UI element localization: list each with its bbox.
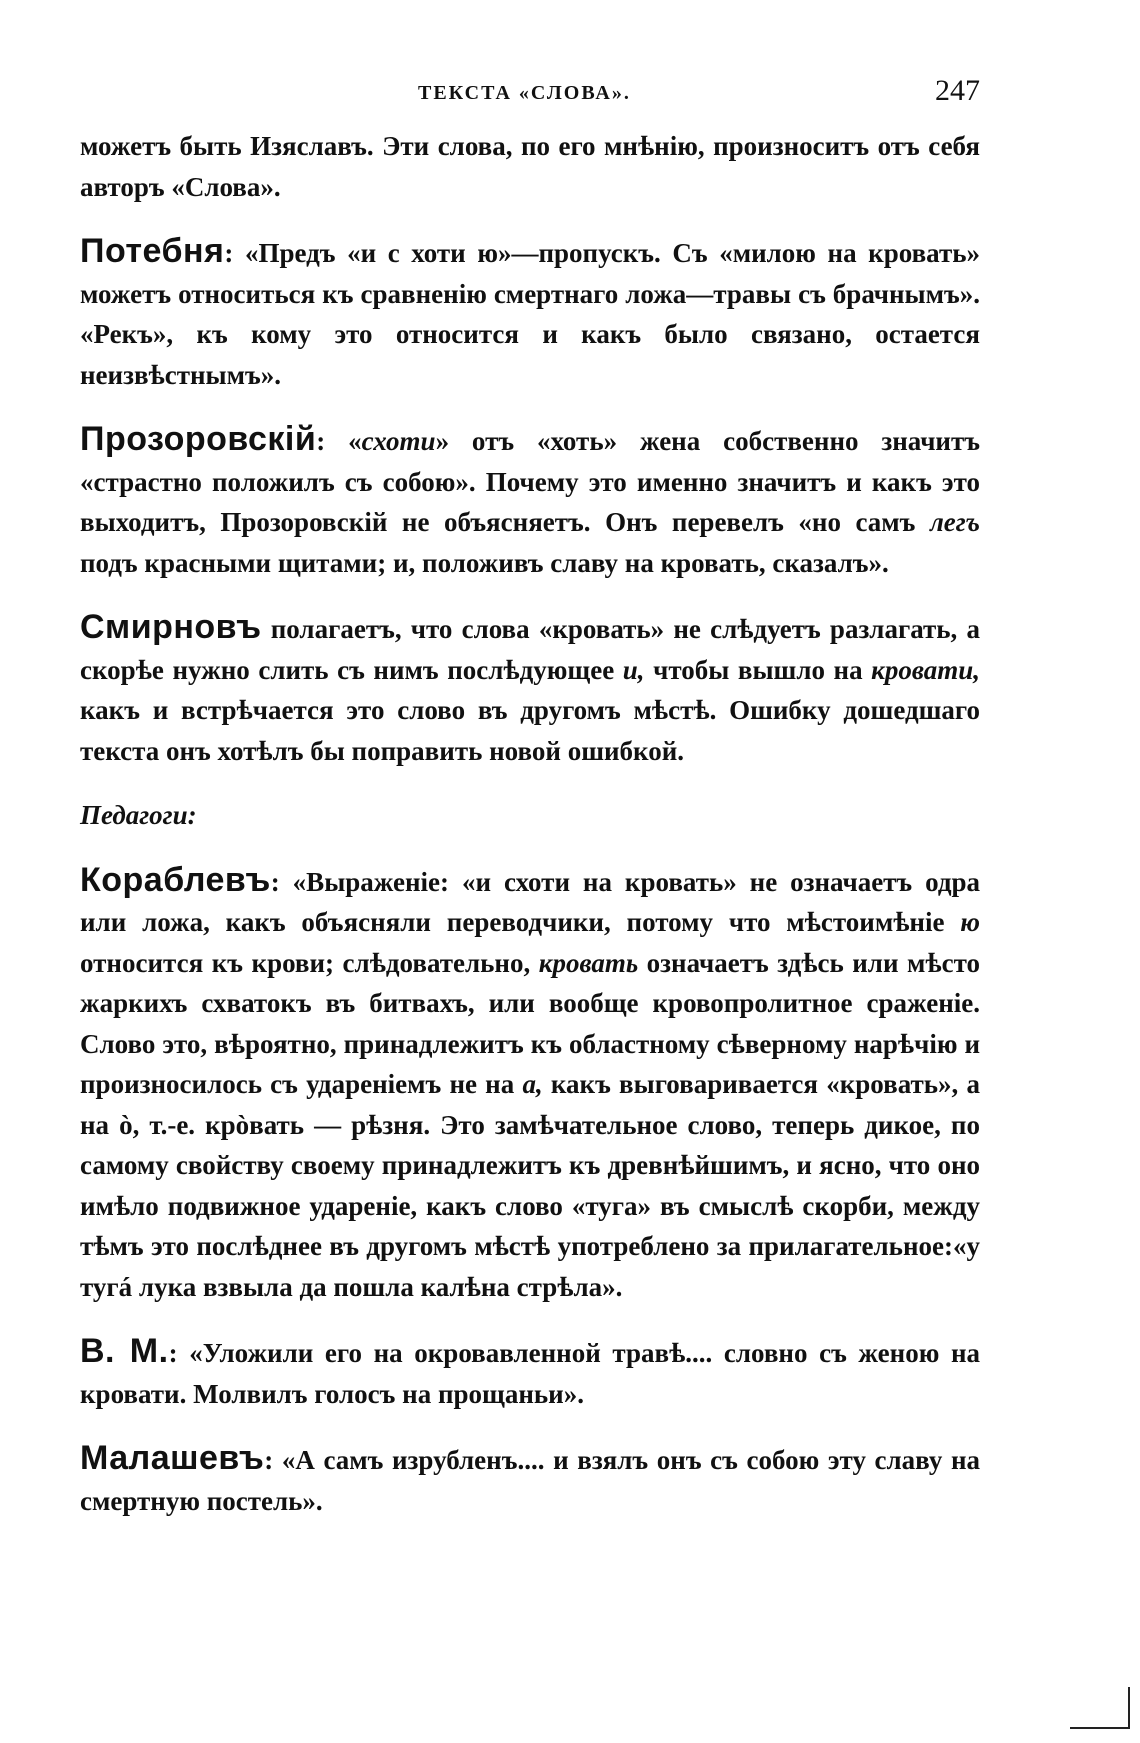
- italic-term: а,: [522, 1069, 543, 1099]
- text-segment: : «Выраженіе: «и схоти на кровать» не означаетъ одра или ложа, какъ объясняли переводчики, потому что мѣстоимѣніе: [80, 866, 980, 937]
- text-segment: относится къ крови; слѣдовательно,: [80, 947, 539, 978]
- paragraph-text: можетъ быть Изяславъ. Эти слова, по его мнѣнію, произноситъ отъ себя авторъ «Слова».: [80, 131, 980, 202]
- paragraph-potebnya: [80, 231, 980, 395]
- paragraph-vm: [80, 1331, 980, 1414]
- section-heading-text: Педагоги:: [80, 800, 197, 830]
- italic-term: и,: [622, 654, 645, 685]
- author-name: В. М.: [80, 1332, 169, 1370]
- text-segment: означаетъ здѣсь или мѣсто жаркихъ схватокъ въ битвахъ, или вообще кровопролитное сраженіе. Слово это, вѣроятно, принадлежитъ къ областному сѣверному нарѣчію и произносилось съ удареніемъ не на: [80, 947, 980, 1099]
- body-text: [80, 126, 980, 1521]
- author-name: Прозоровскій: [80, 420, 317, 458]
- text-segment: подъ красными щитами; и, положивъ славу на кровать, сказалъ».: [80, 547, 889, 578]
- page-header: [80, 72, 980, 112]
- author-name: Потебня: [80, 232, 225, 270]
- author-name: Кораблевъ: [80, 860, 271, 899]
- text-segment: какъ выговаривается «кровать», а на ò, т.-е. крòвать — рѣзня. Это замѣчательное слово, теперь дикое, по самому свойству своему принадлежитъ къ древнѣйшимъ, и ясно, что оно имѣло подвижное удареніе, какъ слово «туга» въ смыслѣ скорби, между тѣмъ это послѣднее въ другомъ мѣстѣ употреблено за прилагательное:«у тугá лука взвыла да пошла калѣна стрѣла».: [80, 1069, 981, 1302]
- section-heading: [80, 795, 980, 836]
- paragraph-text: : «Предъ «и с хоти ю»—пропускъ. Съ «милою на кровать» можетъ относиться къ сравненію смертнаго ложа—травы съ брачнымъ». «Рекъ», къ кому это относится и какъ было связано, остается неизвѣстнымъ».: [80, 238, 980, 390]
- paragraph-korablev: [80, 860, 980, 1308]
- paragraph-text: : «А самъ изрубленъ.... и взялъ онъ съ собою эту славу на смертную постель».: [80, 1445, 980, 1516]
- text-segment: полагаетъ, что слова «кровать» не слѣдуетъ разлагать, а скорѣе нужно слить съ нимъ послѣдующее: [80, 614, 980, 685]
- running-head: ТЕКСТА «СЛОВА».: [418, 82, 631, 104]
- italic-term: ю: [960, 907, 980, 937]
- paragraph-continuation: [80, 126, 980, 207]
- text-segment: : «: [316, 426, 362, 456]
- italic-term: кровать: [538, 947, 639, 978]
- author-name: Малашевъ: [80, 1439, 265, 1477]
- paragraph-malashev: [80, 1438, 980, 1521]
- text-segment: » отъ «хоть» жена собственно значитъ «страстно положилъ съ собою». Почему это именно значитъ и какъ это выходитъ, Прозоровскій не объясняетъ. Онъ перевелъ «но самъ: [80, 426, 980, 537]
- italic-term: схоти: [361, 426, 436, 456]
- italic-term: кровати,: [871, 654, 980, 685]
- text-segment: чтобы вышло на: [644, 654, 872, 685]
- italic-term: легъ: [929, 507, 980, 537]
- paragraph-prozorovsky: [80, 419, 980, 583]
- text-segment: какъ и встрѣчается это слово въ другомъ мѣстѣ. Ошибку дошедшаго текста онъ хотѣлъ бы поправить новой ошибкой.: [80, 695, 980, 766]
- page-number: 247: [935, 74, 980, 107]
- paragraph-text: : «Уложили его на окровавленной травѣ.... словно съ женою на кровати. Молвилъ голосъ на прощаньи».: [80, 1338, 980, 1409]
- scan-corner-mark: [1070, 1677, 1130, 1729]
- author-name: Смирновъ: [80, 608, 262, 646]
- paragraph-smirnov: [80, 607, 980, 771]
